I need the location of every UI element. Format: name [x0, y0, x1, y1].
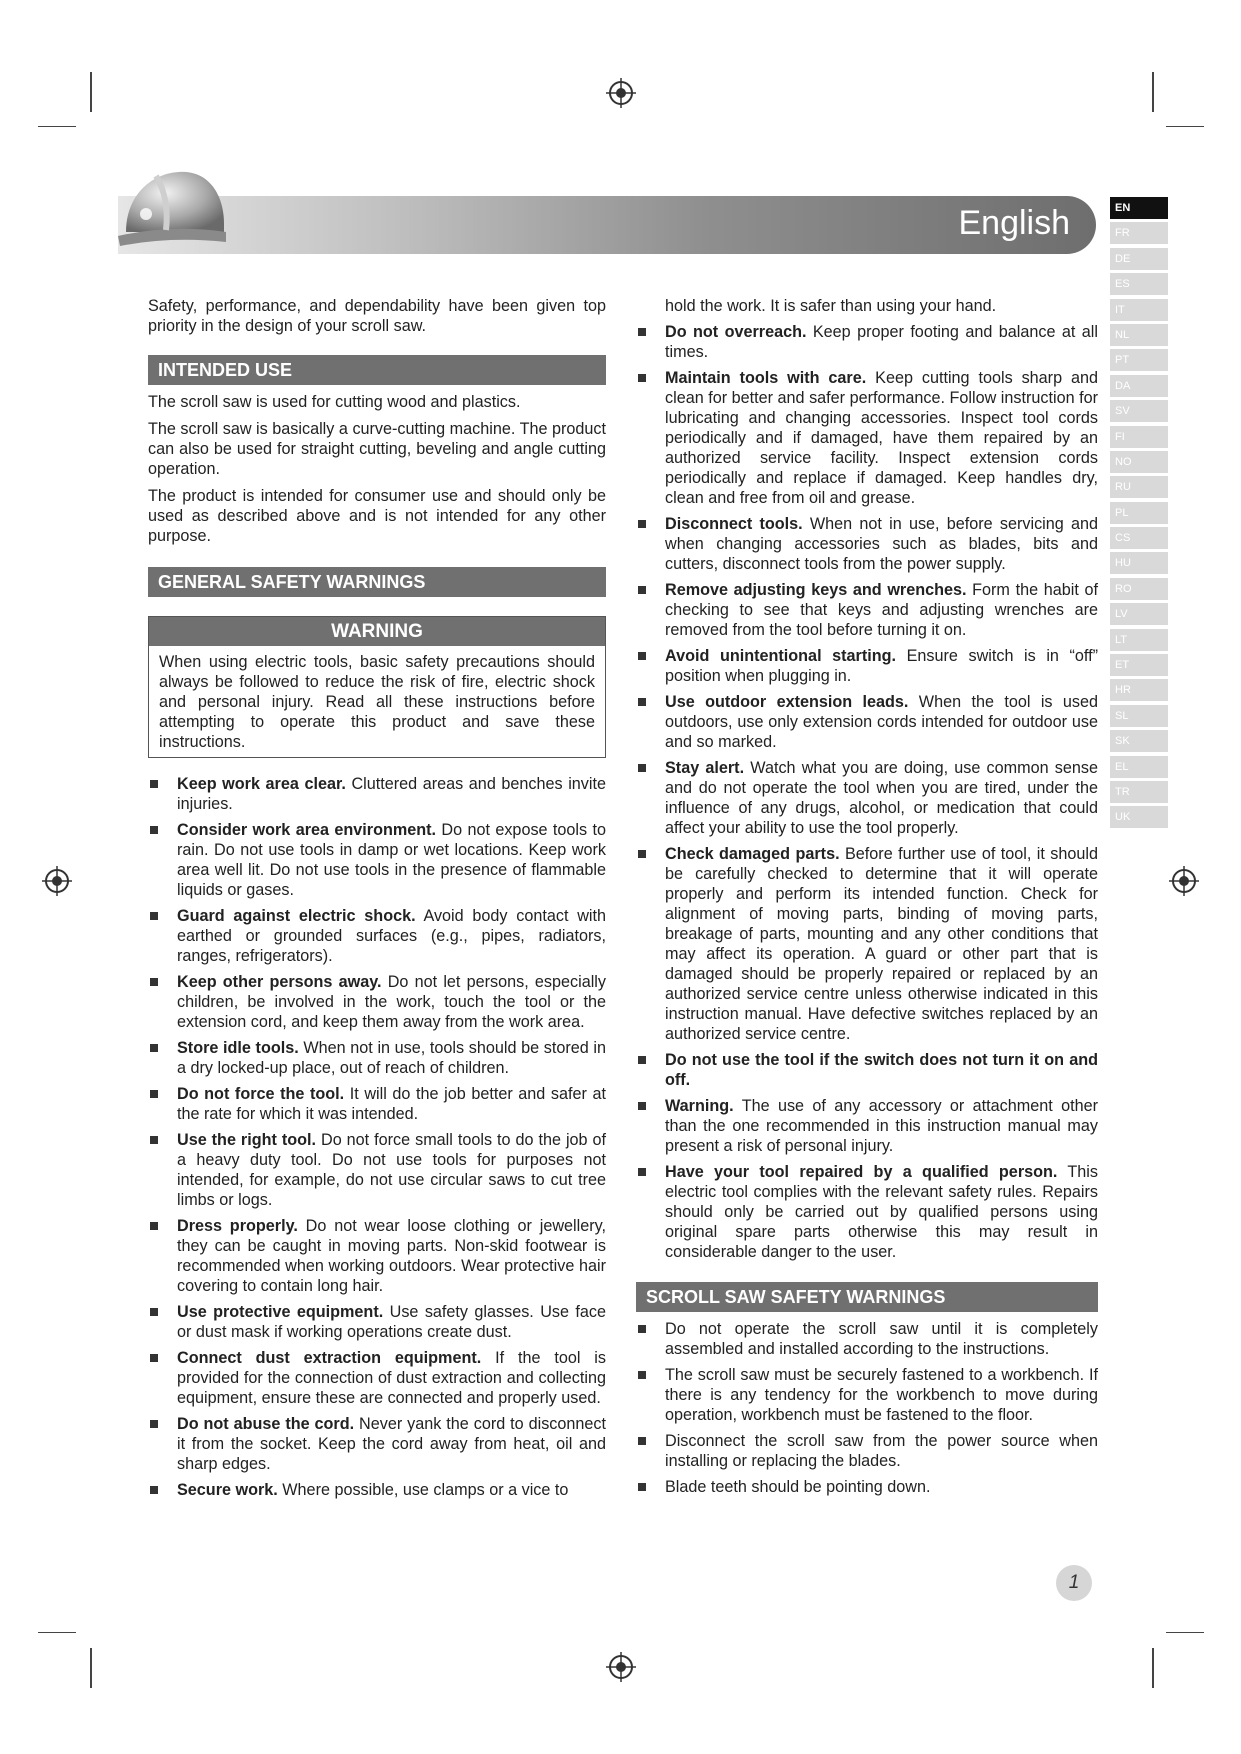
list-item — [636, 646, 1098, 686]
warning-box — [148, 616, 606, 758]
lang-tab-lt[interactable]: LT — [1110, 629, 1168, 651]
crop-mark — [1166, 1632, 1204, 1633]
list-item — [636, 1477, 1098, 1497]
intro-text: Safety, performance, and dependability have been given top priority in the design of your scroll saw. — [148, 297, 606, 335]
lang-tab-ro[interactable]: RO — [1110, 578, 1168, 600]
item-text: If the tool is provided for the connection of dust extraction and collecting equipment, ensure these are connected and properly used. — [177, 1349, 606, 1407]
list-item — [636, 1319, 1098, 1359]
item-text: Do not force small tools to do the job of a heavy duty tool. Do not use tools for purposes not intended, for example, do not use circular saws to cut tree limbs or logs. — [177, 1131, 607, 1209]
item-title: Do not use the tool if the switch does not turn it on and off. — [665, 1051, 1098, 1089]
list-item — [636, 1050, 1098, 1090]
bullet-icon — [638, 328, 646, 336]
list-item — [148, 774, 606, 814]
intended-use-paragraph: The scroll saw is used for cutting wood and plastics. — [148, 393, 521, 411]
continuation-list — [636, 296, 1098, 316]
lang-tab-hr[interactable]: HR — [1110, 679, 1168, 701]
list-item — [148, 1302, 606, 1342]
safety-helmet-icon — [116, 162, 228, 260]
scroll-saw-safety-heading: SCROLL SAW SAFETY WARNINGS — [636, 1282, 1098, 1312]
bullet-icon — [638, 1168, 646, 1176]
bullet-icon — [638, 1102, 646, 1110]
item-title: Avoid unintentional starting. — [665, 647, 897, 665]
lang-tab-uk[interactable]: UK — [1110, 806, 1168, 828]
scroll-saw-safety-list — [636, 1319, 1098, 1497]
item-text: The use of any accessory or attachment other than the one recommended in this instruction manual may present a risk of personal injury. — [665, 1097, 1098, 1155]
bullet-icon — [150, 1090, 158, 1098]
bullet-icon — [150, 1308, 158, 1316]
item-title: Stay alert. — [665, 759, 745, 777]
lang-tab-de[interactable]: DE — [1110, 248, 1168, 270]
bullet-icon — [638, 520, 646, 528]
list-item — [148, 972, 606, 1032]
bullet-icon — [638, 1325, 646, 1333]
warning-title: WARNING — [149, 617, 605, 646]
lang-tab-it[interactable]: IT — [1110, 299, 1168, 321]
registration-mark-icon — [42, 866, 72, 896]
language-title: English — [958, 204, 1070, 242]
lang-tab-cs[interactable]: CS — [1110, 527, 1168, 549]
registration-mark-icon — [606, 1652, 636, 1682]
crop-mark — [38, 1632, 76, 1633]
item-title: Maintain tools with care. — [665, 369, 867, 387]
lang-tab-sv[interactable]: SV — [1110, 400, 1168, 422]
language-tabs — [1110, 197, 1168, 832]
lang-tab-sk[interactable]: SK — [1110, 730, 1168, 752]
list-item — [636, 1431, 1098, 1471]
intended-use-paragraph: The scroll saw is basically a curve-cutting machine. The product can also be used for straight cutting, beveling and angle cutting operation. — [148, 420, 606, 478]
bullet-icon — [150, 912, 158, 920]
item-title: Keep other persons away. — [177, 973, 382, 991]
crop-mark — [1166, 126, 1204, 127]
lang-tab-pt[interactable]: PT — [1110, 349, 1168, 371]
general-safety-heading: GENERAL SAFETY WARNINGS — [148, 567, 606, 597]
item-text: When not in use, before servicing and when changing accessories such as blades, bits and cutters, disconnect tools from the power supply. — [665, 515, 1099, 573]
lang-tab-et[interactable]: ET — [1110, 654, 1168, 676]
item-text: Disconnect the scroll saw from the power source when installing or replacing the blades. — [665, 1432, 1098, 1470]
page-number: 1 — [1056, 1565, 1092, 1601]
warning-text: When using electric tools, basic safety precautions should always be followed to reduce the risk of fire, electric shock and personal injury. Read all these instructions before attempting to operate this product and save these instructions. — [159, 653, 595, 751]
item-title: Disconnect tools. — [665, 515, 803, 533]
bullet-icon — [150, 1354, 158, 1362]
item-text: This electric tool complies with the relevant safety rules. Repairs should only be carried out by qualified persons using original spare parts otherwise this may result in considerable danger to the user. — [665, 1163, 1098, 1261]
list-item — [636, 514, 1098, 574]
bullet-icon — [150, 1044, 158, 1052]
item-text: Form the habit of checking to see that keys and adjusting wrenches are removed from the tool before turning it on. — [665, 581, 1098, 639]
item-title: Do not overreach. — [665, 323, 807, 341]
item-text: Watch what you are doing, use common sense and do not operate the tool when you are tired, under the influence of any drugs, alcohol, or medication that could affect your ability to use the tool properly. — [665, 759, 1098, 837]
bullet-icon — [638, 1056, 646, 1064]
lang-tab-no[interactable]: NO — [1110, 451, 1168, 473]
left-column — [148, 296, 606, 1506]
lang-tab-pl[interactable]: PL — [1110, 502, 1168, 524]
list-item — [636, 368, 1098, 508]
list-item — [636, 1365, 1098, 1425]
item-title: Use outdoor extension leads. — [665, 693, 909, 711]
item-text: The scroll saw must be securely fastened to a workbench. If there is any tendency for the workbench to move during operation, workbench must be fastened to the floor. — [665, 1366, 1098, 1424]
bullet-icon — [638, 764, 646, 772]
bullet-icon — [638, 1437, 646, 1445]
list-item — [148, 820, 606, 900]
list-item — [148, 906, 606, 966]
item-title: Use protective equipment. — [177, 1303, 384, 1321]
bullet-icon — [150, 1222, 158, 1230]
intended-use-paragraph: The product is intended for consumer use and should only be used as described above and is not intended for any other purpose. — [148, 487, 606, 545]
item-text: Avoid body contact with earthed or grounded surfaces (e.g., pipes, radiators, ranges, refrigerators). — [177, 907, 607, 965]
item-title: Do not abuse the cord. — [177, 1415, 355, 1433]
general-safety-list-right — [636, 322, 1098, 1262]
bullet-icon — [638, 586, 646, 594]
list-item — [636, 580, 1098, 640]
item-title: Use the right tool. — [177, 1131, 317, 1149]
bullet-icon — [638, 1371, 646, 1379]
item-title: Dress properly. — [177, 1217, 298, 1235]
item-title: Remove adjusting keys and wrenches. — [665, 581, 967, 599]
item-text: Do not let persons, especially children, be involved in the work, touch the tool or the extension cord, and keep them away from the work area. — [177, 973, 606, 1031]
bullet-icon — [150, 780, 158, 788]
item-title: Keep work area clear. — [177, 775, 346, 793]
lang-tab-sl[interactable]: SL — [1110, 705, 1168, 727]
list-item — [148, 1130, 606, 1210]
item-text: Do not expose tools to rain. Do not use tools in damp or wet locations. Keep work area well lit. Do not use tools in the presence of flammable liquids or gases. — [177, 821, 606, 899]
list-item — [148, 1348, 606, 1408]
list-item — [636, 322, 1098, 362]
crop-mark — [1152, 72, 1154, 112]
item-text: Ensure switch is in “off” position when plugging in. — [665, 647, 1098, 685]
item-text: When not in use, tools should be stored in a dry locked-up place, out of reach of children. — [177, 1039, 606, 1077]
item-title: Have your tool repaired by a qualified person. — [665, 1163, 1058, 1181]
lang-tab-fr[interactable]: FR — [1110, 222, 1168, 244]
registration-mark-icon — [606, 78, 636, 108]
crop-mark — [1152, 1648, 1154, 1688]
lang-tab-ru[interactable]: RU — [1110, 476, 1168, 498]
item-text: Where possible, use clamps or a vice to — [277, 1481, 569, 1499]
item-text: Do not operate the scroll saw until it is completely assembled and installed according to the instructions. — [665, 1320, 1098, 1358]
bullet-icon — [150, 1420, 158, 1428]
item-text: Cluttered areas and benches invite injuries. — [177, 775, 606, 813]
list-item — [148, 1084, 606, 1124]
item-title: Do not force the tool. — [177, 1085, 345, 1103]
item-text: Blade teeth should be pointing down. — [665, 1478, 931, 1496]
header-banner — [118, 196, 1096, 254]
bullet-icon — [150, 978, 158, 986]
list-item — [636, 296, 1098, 316]
item-title: Check damaged parts. — [665, 845, 840, 863]
right-column — [636, 296, 1098, 1503]
lang-tab-tr[interactable]: TR — [1110, 781, 1168, 803]
lang-tab-el[interactable]: EL — [1110, 756, 1168, 778]
item-text: Keep proper footing and balance at all times. — [665, 323, 1098, 361]
lang-tab-es[interactable]: ES — [1110, 273, 1168, 295]
bullet-icon — [638, 1483, 646, 1491]
list-item — [636, 1162, 1098, 1262]
lang-tab-hu[interactable]: HU — [1110, 552, 1168, 574]
lang-tab-en[interactable]: EN — [1110, 197, 1168, 219]
list-item — [636, 758, 1098, 838]
registration-mark-icon — [1169, 866, 1199, 896]
lang-tab-fi[interactable]: FI — [1110, 426, 1168, 448]
list-item — [636, 692, 1098, 752]
crop-mark — [90, 72, 92, 112]
bullet-icon — [638, 698, 646, 706]
bullet-icon — [638, 374, 646, 382]
bullet-icon — [150, 826, 158, 834]
lang-tab-lv[interactable]: LV — [1110, 603, 1168, 625]
crop-mark — [38, 126, 76, 127]
item-title: Warning. — [665, 1097, 734, 1115]
lang-tab-nl[interactable]: NL — [1110, 324, 1168, 346]
list-item — [636, 1096, 1098, 1156]
bullet-icon — [638, 652, 646, 660]
item-title: Connect dust extraction equipment. — [177, 1349, 482, 1367]
general-safety-list-left — [148, 774, 606, 1500]
item-text: Before further use of tool, it should be carefully checked to determine that it will operate properly and perform its intended function. Check for alignment of moving parts, binding of moving parts, breakage of parts, mounting and any other conditions that may affect its operation. A guard or other part that is damaged should be properly repaired or replaced by an authorized service centre unless otherwise indicated in this instruction manual. Have defective switches replaced by an authorized service centre. — [665, 845, 1098, 1043]
crop-mark — [90, 1648, 92, 1688]
list-item — [148, 1216, 606, 1296]
lang-tab-da[interactable]: DA — [1110, 375, 1168, 397]
list-item — [148, 1480, 606, 1500]
item-title: Consider work area environment. — [177, 821, 437, 839]
item-text: Use safety glasses. Use face or dust mask if working operations create dust. — [177, 1303, 606, 1341]
list-item — [148, 1414, 606, 1474]
item-text: Keep cutting tools sharp and clean for better and safer performance. Follow instruction for lubricating and changing accessories. Inspect tool cords periodically and if damaged, have them repaired by an authorized service facility. Inspect extension cords periodically and replace if damaged. Keep handles dry, clean and free from oil and grease. — [665, 369, 1098, 507]
item-title: Store idle tools. — [177, 1039, 299, 1057]
item-text: Never yank the cord to disconnect it from the socket. Keep the cord away from heat, oil and sharp edges. — [177, 1415, 606, 1473]
continuation-text: hold the work. It is safer than using your hand. — [665, 297, 997, 315]
item-title: Guard against electric shock. — [177, 907, 416, 925]
item-text: It will do the job better and safer at the rate for which it was intended. — [177, 1085, 606, 1123]
intended-use-heading: INTENDED USE — [148, 355, 606, 385]
list-item — [636, 844, 1098, 1044]
bullet-icon — [150, 1136, 158, 1144]
item-title: Secure work. — [177, 1481, 278, 1499]
list-item — [148, 1038, 606, 1078]
bullet-icon — [150, 1486, 158, 1494]
item-text: Do not wear loose clothing or jewellery, they can be caught in moving parts. Non-skid footwear is recommended when working outdoors. Wear protective hair covering to contain long hair. — [177, 1217, 606, 1295]
bullet-icon — [638, 850, 646, 858]
item-text: When the tool is used outdoors, use only extension cords intended for outdoor use and so marked. — [665, 693, 1098, 751]
